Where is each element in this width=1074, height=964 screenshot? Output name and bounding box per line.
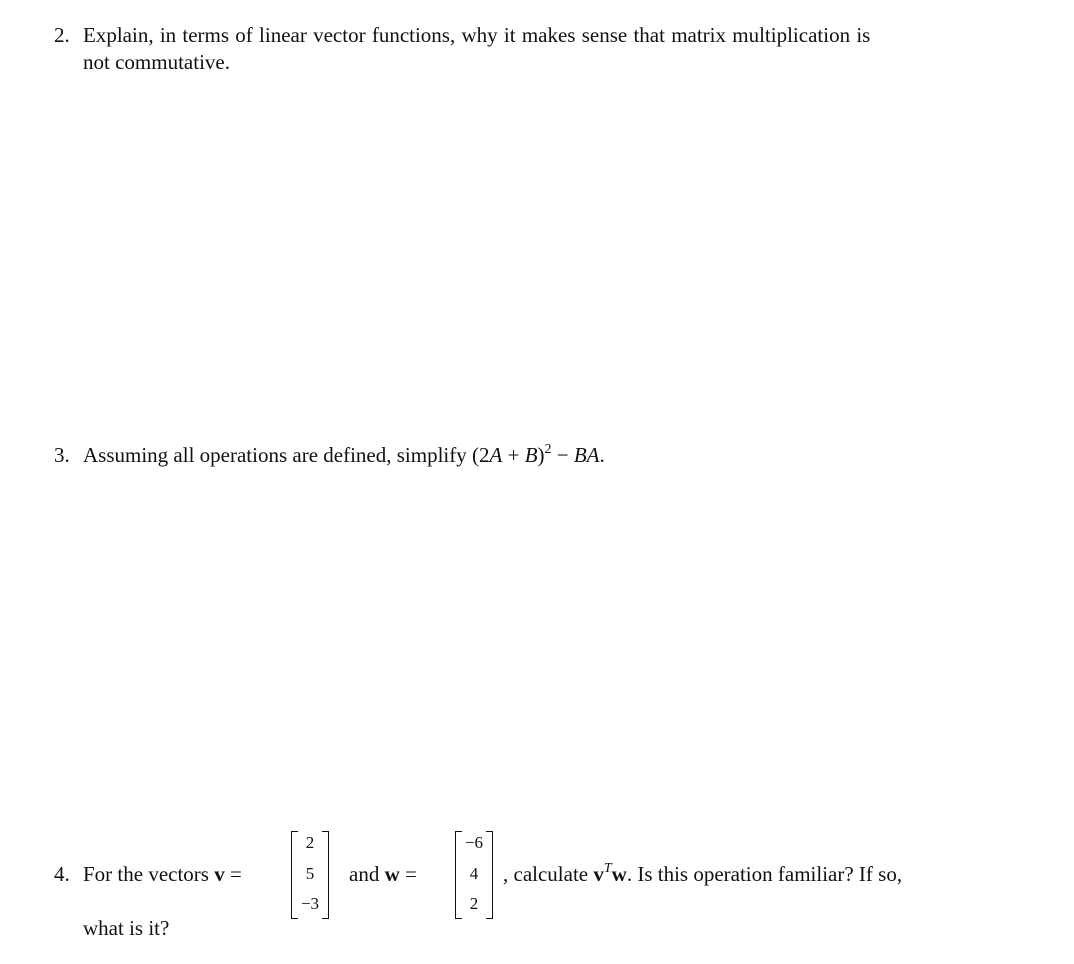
q4-text-line2: what is it? xyxy=(83,916,170,940)
q2-text-line1: Explain, in terms of linear vector functions, why it makes sense that matrix multiplication is xyxy=(83,23,871,47)
w-entry-1: −6 xyxy=(464,833,484,852)
q3-text xyxy=(83,442,605,467)
vector-v-symbol: v xyxy=(214,862,225,886)
vT-w-expression: $v^Tw$ xyxy=(593,861,627,886)
q2-number: 2. xyxy=(54,23,70,47)
q3-expression: $(2A + B)^2$ − BA. xyxy=(472,442,605,467)
vector-w-matrix xyxy=(455,831,493,917)
q4-text-after: , calculate $v^Tw$. Is this operation familiar? If so, xyxy=(503,861,903,886)
q4-number: 4. xyxy=(54,862,70,886)
v-entry-3: −3 xyxy=(300,894,320,913)
vector-w-symbol: w xyxy=(384,862,400,886)
q4-and-w: and w = xyxy=(349,862,417,886)
q3-prompt: Assuming all operations are defined, simplify xyxy=(83,443,467,467)
q3-number: 3. xyxy=(54,443,70,467)
q2-text-line2: not commutative. xyxy=(83,50,230,74)
v-entry-2: 5 xyxy=(305,864,315,883)
q4-text-before: For the vectors v = xyxy=(83,862,242,886)
v-entry-1: 2 xyxy=(305,833,315,852)
w-entry-2: 4 xyxy=(469,864,479,883)
vector-v-matrix xyxy=(291,831,329,917)
w-entry-3: 2 xyxy=(469,894,479,913)
